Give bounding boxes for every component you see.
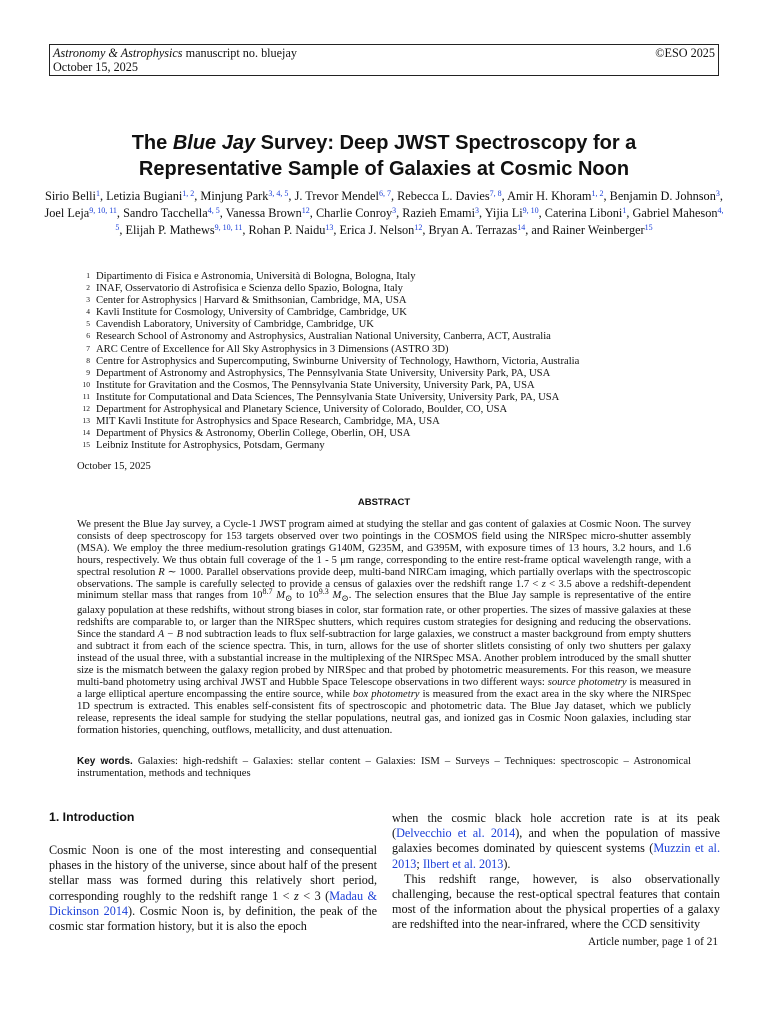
- author-name: Bryan A. Terrazas: [428, 223, 518, 238]
- author-affiliation-ref[interactable]: 6, 7: [378, 189, 391, 198]
- author-name: Vanessa Brown: [225, 206, 302, 221]
- affiliation-item: [76, 356, 696, 368]
- affiliation-item: [76, 271, 696, 283]
- affiliation-item: [76, 307, 696, 319]
- author-affiliation-ref[interactable]: 14: [517, 223, 526, 233]
- author-name: Charlie Conroy: [315, 206, 393, 221]
- author-name: Letizia Bugiani: [106, 189, 183, 203]
- citation-link[interactable]: Muzzin et al. 2013: [392, 841, 720, 871]
- affiliation-number: 5: [86, 319, 90, 329]
- affiliation-item: [76, 368, 696, 380]
- affiliation-item: [76, 295, 696, 307]
- author-name: Amir H. Khoram: [507, 189, 592, 203]
- author-name: Erica J. Nelson: [339, 223, 415, 238]
- abstract-heading: ABSTRACT: [357, 497, 411, 508]
- citation-link[interactable]: Madau & Dickinson 2014: [49, 888, 377, 918]
- author-name: Benjamin D. Johnson: [609, 189, 716, 203]
- affiliation-item: [76, 380, 696, 392]
- author-name: Sandro Tacchella: [123, 206, 208, 221]
- author-affiliation-ref[interactable]: 9, 10: [522, 206, 539, 216]
- author-name: Minjung Park: [200, 189, 269, 203]
- affiliation-text: Kavli Institute for Cosmology, University of Cambridge, Cambridge, UK: [96, 307, 407, 319]
- affiliation-number: 2: [86, 283, 90, 293]
- affiliation-number: 1: [86, 271, 90, 280]
- author-affiliation-ref[interactable]: 3: [392, 206, 397, 216]
- affiliation-text: INAF, Osservatorio di Astrofisica e Scienza dello Spazio, Bologna, Italy: [96, 283, 403, 295]
- affiliation-number: 11: [82, 391, 90, 401]
- author-affiliation-ref[interactable]: 3: [475, 206, 480, 216]
- abstract-body: We present the Blue Jay survey, a Cycle-1 JWST program aimed at studying the stellar and gas content of galaxies at Cosmic Noon. The survey consists of deep spectroscopy for 153 targets observed over two pointings in the COSMOS field using the NIRSpec micro-shutter assembly (MSA). We employ the three medium-resolution gratings G140M, G235M, and G395M, with exposure times of 13 hours, 3.2 hours, and 1.6 hours, respectively. We thus obtain full coverage of the 1 - 5 μm range, corresponding to the entire rest-frame optical wavelength range, with a spectral resolution R ∼ 1000. Parallel observations provide deep, multi-band NIRCam imaging, which partially overlaps with the spectroscopic observations. The sample is carefully selected to provide a census of galaxies over the redshift range 1.7 < z < 3.5 above a redshift-dependent minimum stellar mass that ranges from $10^{8.7}$ $M_⊙$ to $10^{9.3}$ $M_⊙$. The selection ensures that the Blue Jay sample is representative of the entire galaxy population at these redshifts, without strong biases in color, star formation rate, or other properties. The sizes of massive galaxies at these redshifts are comparable to, or larger than the NIRSpec shutters, which requires custom strategies for designing and reducing the observations. Since the standard A − B nod subtraction leads to flux self-subtraction for large galaxies, we construct a master background from empty shutters and subtract it from each of the science spectra. This, in turn, allows for the use of shorter slitlets consisting of only two shutters per galaxy instead of the usual three, with a substantial increase in the multiplexing of the NIRSpec MSA. Another problem introduced by the small shutter size is the mismatch between the galaxy region probed by NIRSpec and that probed by photometric measurements. For this reason, we measure multi-band photometry using archival JWST and Hubble Space Telescope observations in two different ways: source photometry is measured in a large elliptical aperture encompassing the entire source, while box photometry is measured from the exact area in the sky where the NIRSpec 1D spectrum is extracted. This enables self-consistent fits of spectroscopic and photometric data. The Blue Jay dataset, which we publicly release, represents the ideal sample for studying the stellar populations, neutral gas, and ionized gas in Cosmic Noon galaxies, including star formation histories, quenching, outflows, metallicity, and dust attenuation.: [77, 519, 692, 736]
- affiliation-item: [76, 404, 696, 416]
- affiliation-number: 8: [86, 355, 90, 365]
- paper-title: The Blue Jay Survey: Deep JWST Spectroscopy for a Representative Sample of Galaxies at Cosmic Noon: [131, 132, 637, 180]
- author-affiliation-ref[interactable]: 7, 8: [489, 189, 502, 198]
- affiliation-text: Department of Astronomy and Astrophysics, The Pennsylvania State University, University Park, PA, USA: [96, 367, 551, 379]
- affiliation-item: [76, 344, 696, 356]
- author-affiliation-ref[interactable]: 12: [301, 206, 310, 216]
- author-affiliation-ref[interactable]: 3, 4, 5: [268, 189, 289, 198]
- affiliation-number: 13: [82, 416, 90, 426]
- intro-paragraph: This redshift range, however, is also observationally challenging, because the rest-optical spectral features that contain most of the information about the physical properties of a galaxy are redshifted into the near-infrared, where the CCD sensitivity: [392, 871, 720, 932]
- author-name: Razieh Emami: [402, 206, 476, 221]
- affiliation-number: 10: [82, 379, 90, 389]
- copyright: ©ESO 2025: [655, 46, 715, 60]
- intro-column-right: when the cosmic black hole accretion rate is at its peak (Delvecchio et al. 2014), and when the population of massive galaxies becomes dominated by quiescent systems (Muzzin et al. 2013; Ilbert et al. 2013). This redshift range, however, is also observationally challenging, because the rest-optical spectral features that contain most of the information about the physical properties of a galaxy are redshifted into the near-infrared, where the CCD sensitivity: [392, 811, 720, 932]
- author-affiliation-ref[interactable]: 12: [414, 223, 423, 233]
- author-name: Rohan P. Naidu: [248, 223, 326, 238]
- page-number: Article number, page 1 of 21: [587, 936, 718, 948]
- affiliation-text: Institute for Computational and Data Sciences, The Pennsylvania State University, University Park, PA, USA: [96, 391, 560, 403]
- affiliation-text: Department of Physics & Astronomy, Oberlin College, Oberlin, OH, USA: [96, 428, 411, 440]
- manuscript-id: manuscript no. bluejay: [185, 46, 297, 60]
- affiliation-text: Leibniz Institute for Astrophysics, Potsdam, Germany: [96, 440, 325, 452]
- affiliation-text: Dipartimento di Fisica e Astronomia, Università di Bologna, Bologna, Italy: [96, 271, 416, 282]
- affiliation-item: [76, 440, 696, 452]
- author-affiliation-ref[interactable]: 1: [95, 189, 100, 198]
- affiliation-item: [76, 319, 696, 331]
- author-name: Caterina Liboni: [544, 206, 623, 221]
- author-name: Rainer Weinberger: [552, 223, 645, 238]
- running-header: [49, 44, 719, 76]
- author-affiliation-ref[interactable]: 4, 5: [207, 206, 220, 216]
- affiliation-text: Center for Astrophysics | Harvard & Smithsonian, Cambridge, MA, USA: [96, 295, 407, 307]
- author-affiliation-ref[interactable]: 9, 10, 11: [214, 223, 243, 233]
- affiliation-text: Department for Astrophysical and Planetary Science, University of Colorado, Boulder, CO, USA: [96, 404, 508, 416]
- affiliation-number: 9: [86, 367, 90, 377]
- affiliation-text: Institute for Gravitation and the Cosmos, The Pennsylvania State University, University Park, PA, USA: [96, 379, 535, 391]
- section-heading: 1. Introduction: [49, 810, 135, 824]
- keywords-label: Key words.: [77, 756, 133, 767]
- affiliation-text: MIT Kavli Institute for Astrophysics and Space Research, Cambridge, MA, USA: [96, 416, 440, 428]
- citation-link[interactable]: Delvecchio et al. 2014: [396, 826, 516, 841]
- author-name: Rebecca L. Davies: [397, 189, 490, 203]
- affiliation-item: [76, 331, 696, 343]
- header-date: October 15, 2025: [53, 60, 138, 74]
- author-name: Joel Leja: [44, 206, 90, 221]
- author-affiliation-ref[interactable]: 1, 2: [182, 189, 195, 198]
- author-name: Gabriel Maheson: [632, 206, 718, 221]
- affiliation-list: [76, 271, 696, 452]
- affiliation-number: 4: [86, 307, 90, 317]
- author-name: Elijah P. Mathews: [125, 223, 215, 238]
- author-name: Sirio Belli: [45, 189, 96, 203]
- author-name: J. Trevor Mendel: [294, 189, 379, 203]
- affiliation-text: Research School of Astronomy and Astrophysics, Australian National University, Canberra, ACT, Australia: [96, 331, 551, 343]
- affiliation-number: 14: [82, 428, 90, 438]
- affiliation-text: Cavendish Laboratory, University of Cambridge, Cambridge, UK: [96, 319, 374, 331]
- affiliation-number: 3: [86, 295, 90, 305]
- journal-name: Astronomy & Astrophysics: [53, 46, 183, 60]
- author-affiliation-ref[interactable]: 9, 10, 11: [89, 206, 117, 216]
- keywords: [77, 756, 691, 780]
- affiliation-number: 15: [82, 440, 90, 450]
- author-list: Sirio Belli$^1$, Letizia Bugiani$^{1, 2}$, Minjung Park$^{3, 4, 5}$, J. Trevor Mendel$^{6, 7}$, Rebecca L. Davies$^{7, 8}$, Amir H. Khoram$^{1, 2}$, Benjamin D. Johnson$^3$, Joel Leja$^{9, 10, 11}$, Sandro Tacchella$^{4, 5}$, Vanessa Brown$^{12}$, Charlie Conroy$^3$, Razieh Emami$^3$, Yijia Li$^{9, 10}$, Caterina Liboni$^1$, Gabriel Maheson$^{4, 5}$, Elijah P. Mathews$^{9, 10, 11}$, Rohan P. Naidu$^{13}$, Erica J. Nelson$^{12}$, Bryan A. Terrazas$^{14}$, and Rainer Weinberger$^{15}$: [44, 189, 724, 238]
- received-date: October 15, 2025: [77, 461, 151, 472]
- affiliation-item: [76, 428, 696, 440]
- journal-line: [53, 46, 715, 60]
- affiliation-number: 7: [86, 343, 90, 353]
- intro-column-left: Cosmic Noon is one of the most interesting and consequential phases in the history of the universe, since about half of the present stellar mass was formed during this relatively short period, corresponding roughly to the redshift range 1 < z < 3 (Madau & Dickinson 2014). Cosmic Noon is, by definition, the peak of the cosmic star formation history, but it is also the epoch: [49, 843, 377, 934]
- affiliation-text: Centre for Astrophysics and Supercomputing, Swinburne University of Technology, Hawthorn, Victoria, Australia: [96, 355, 580, 367]
- affiliation-text: ARC Centre of Excellence for All Sky Astrophysics in 3 Dimensions (ASTRO 3D): [96, 343, 449, 355]
- author-affiliation-ref[interactable]: 3: [715, 189, 720, 198]
- author-affiliation-ref[interactable]: 1: [622, 206, 627, 216]
- affiliation-number: 6: [86, 331, 90, 341]
- citation-link[interactable]: Ilbert et al. 2013: [422, 856, 504, 871]
- affiliation-number: 12: [82, 404, 90, 414]
- author-affiliation-ref[interactable]: 13: [325, 223, 334, 233]
- author-affiliation-ref[interactable]: 15: [644, 223, 653, 233]
- author-affiliation-ref[interactable]: 4, 5: [115, 206, 724, 233]
- affiliation-item: [76, 392, 696, 404]
- keywords-text: Galaxies: high-redshift – Galaxies: stellar content – Galaxies: ISM – Surveys – Techniques: spectroscopic – Astronomical instrumentation, methods and techniques: [77, 756, 691, 779]
- affiliation-item: [76, 283, 696, 295]
- author-affiliation-ref[interactable]: 1, 2: [591, 189, 604, 198]
- affiliation-item: [76, 416, 696, 428]
- author-name: Yijia Li: [484, 206, 523, 221]
